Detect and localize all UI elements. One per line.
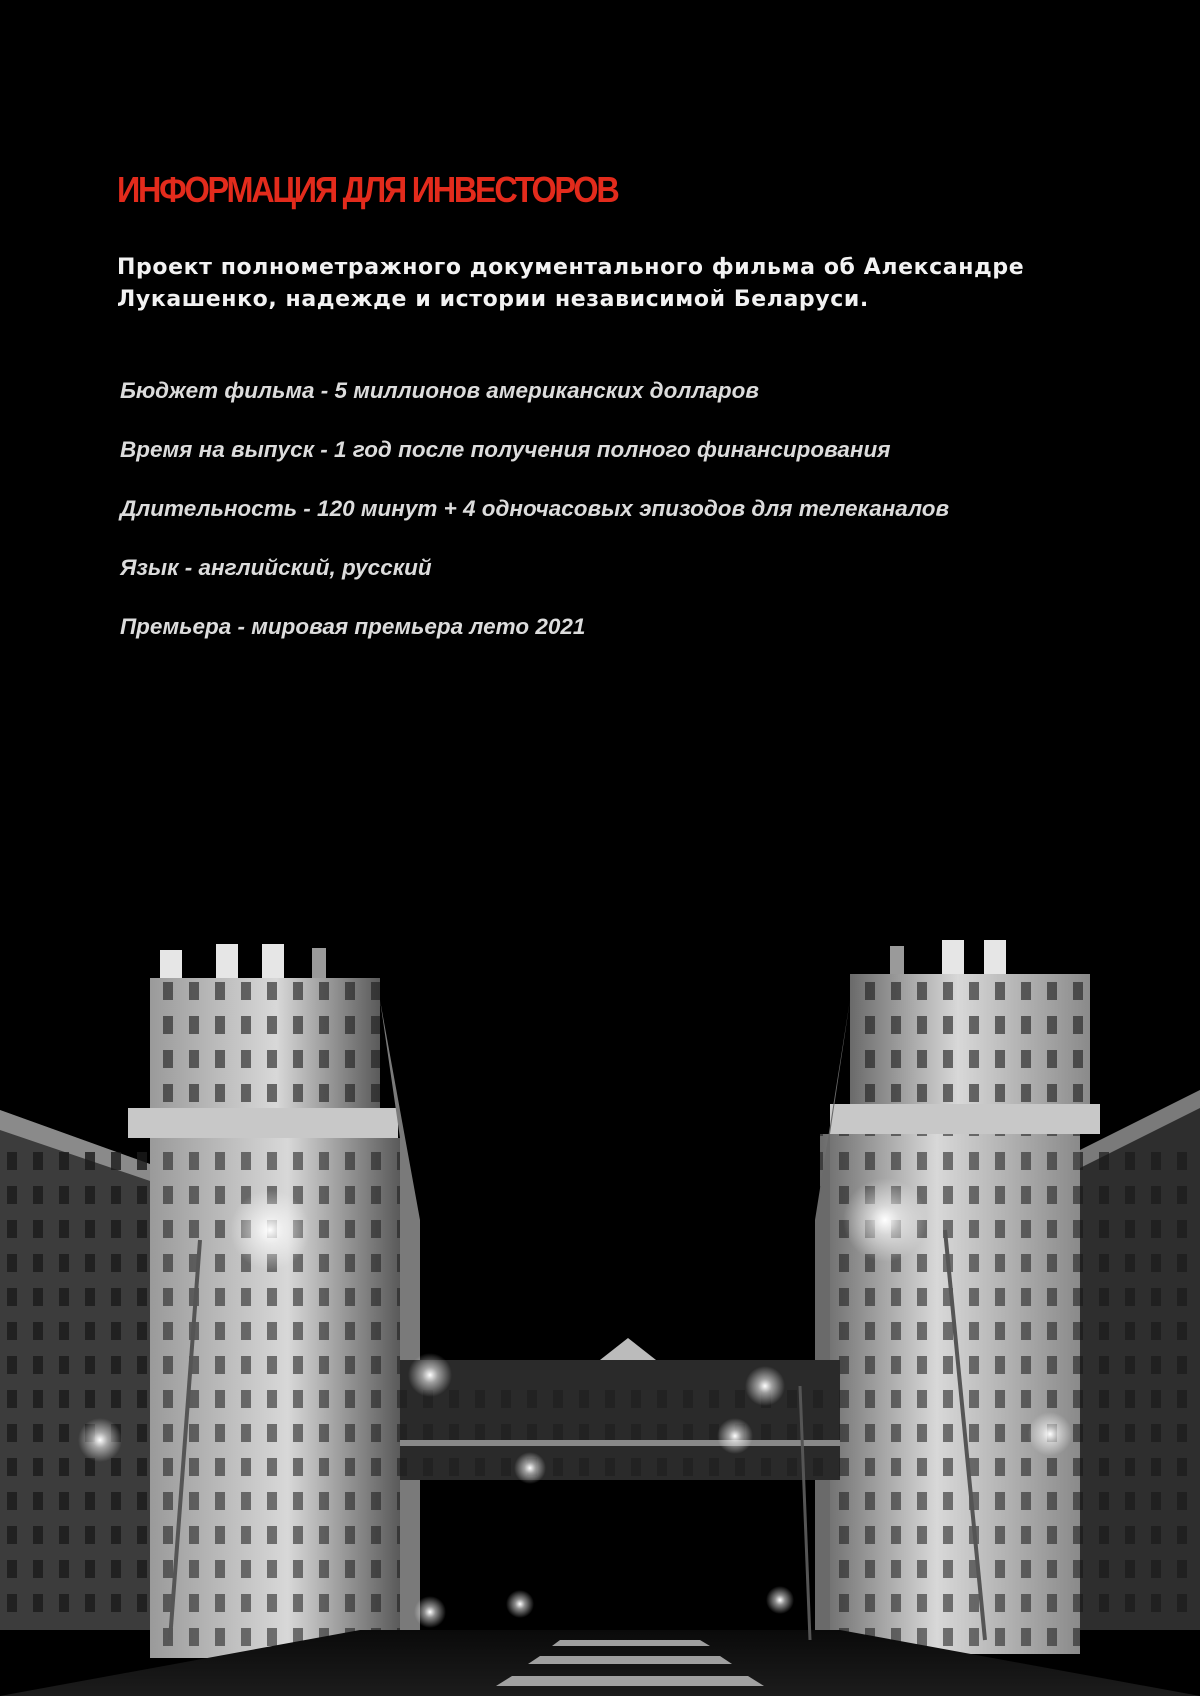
intro-line-2: Лукашенко, надежде и истории независимой Беларуси.	[117, 287, 869, 312]
intro-line-1: Проект полнометражного документального фильма об Александре	[117, 255, 1025, 280]
fact-language: Язык - английский, русский	[120, 555, 432, 580]
page-title: ИНФОРМАЦИЯ ДЛЯ ИНВЕСТОРОВ	[117, 169, 618, 210]
left-tower	[128, 944, 420, 1660]
fact-release-time: Время на выпуск - 1 год после получения полного финансирования	[120, 437, 891, 462]
fact-duration: Длительность - 120 минут + 4 одночасовых эпизодов для телеканалов	[120, 496, 950, 521]
right-tower	[815, 940, 1100, 1660]
fact-budget: Бюджет фильма - 5 миллионов американских долларов	[120, 378, 759, 403]
fact-premiere: Премьера - мировая премьера лето 2021	[120, 614, 586, 639]
intro-paragraph	[117, 252, 1097, 316]
project-facts-list	[120, 372, 1120, 667]
night-city-photo	[0, 940, 1200, 1696]
